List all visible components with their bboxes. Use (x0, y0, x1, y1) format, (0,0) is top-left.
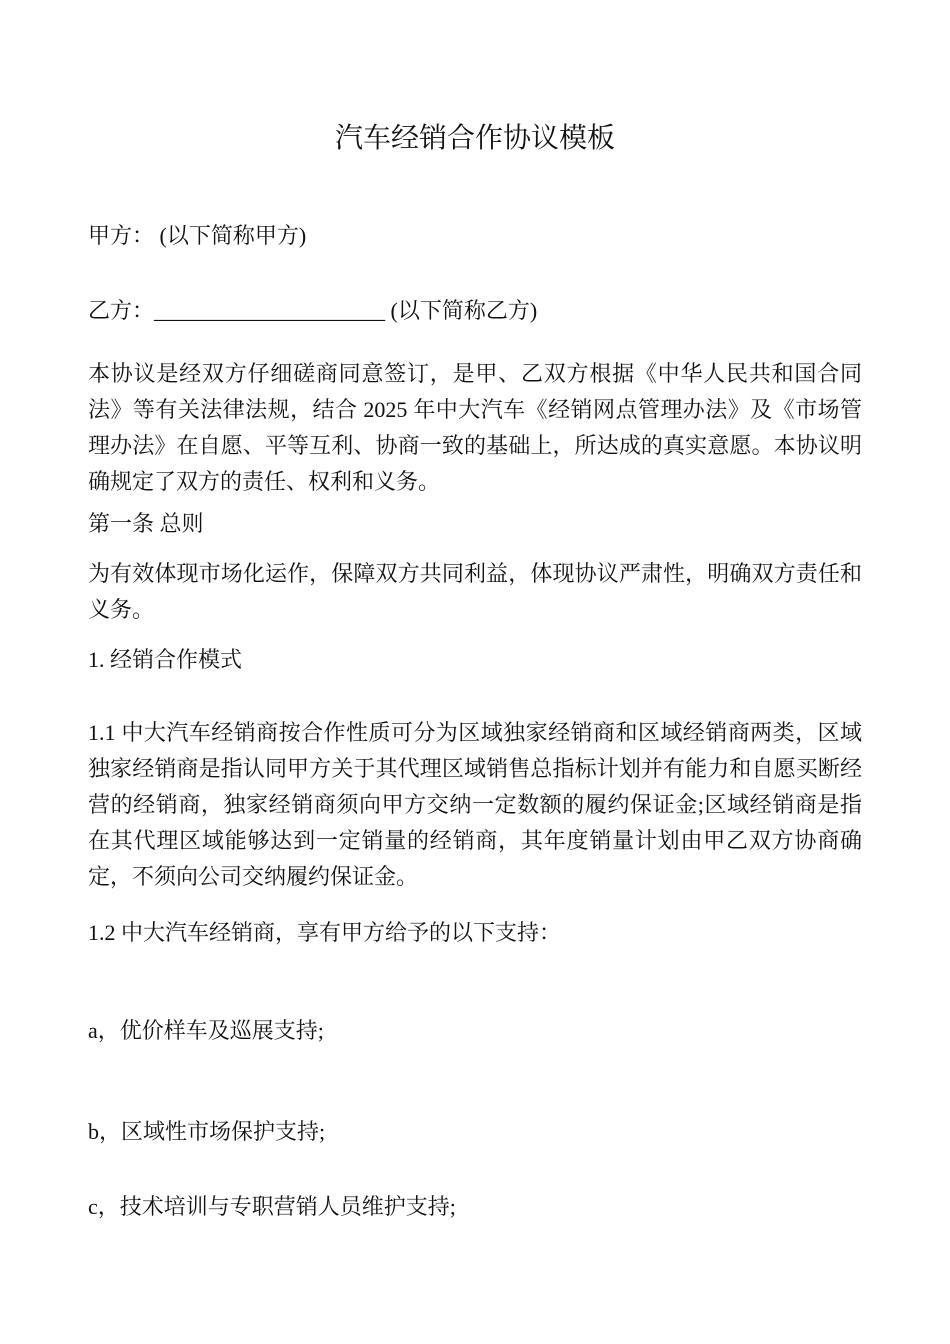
intro-paragraph: 本协议是经双方仔细磋商同意签订，是甲、乙双方根据《中华人民共和国合同法》等有关法律法规，结合 2025 年中大汽车《经销网点管理办法》及《市场管理办法》在自愿、平等互利、协商一致的基础上，所达成的真实意愿。本协议明确规定了双方的责任、权利和义务。 (88, 361, 862, 494)
article-1-body: 为有效体现市场化运作，保障双方共同利益，体现协议严肃性，明确双方责任和义务。 (88, 561, 862, 622)
section-1-heading: 1. 经销合作模式 (88, 647, 243, 672)
support-item-b: b，区域性市场保护支持; (88, 1119, 326, 1144)
party-b-line: 乙方：_____________________ (以下简称乙方) (88, 298, 538, 323)
section-1-1-paragraph: 1.1 中大汽车经销商按合作性质可分为区域独家经销商和区域经销商两类，区域独家经销商是指认同甲方关于其代理区域销售总指标计划并有能力和自愿买断经营的经销商，独家经销商须向甲方交纳一定数额的履约保证金;区域经销商是指在其代理区域能够达到一定销量的经销商，其年度销量计划由甲乙双方协商确定，不须向公司交纳履约保证金。 (88, 720, 862, 889)
article-1-heading: 第一条 总则 (88, 511, 204, 536)
section-1-2-paragraph: 1.2 中大汽车经销商，享有甲方给予的以下支持： (88, 920, 562, 945)
support-item-c: c，技术培训与专职营销人员维护支持; (88, 1194, 456, 1219)
support-item-a: a，优价样车及巡展支持; (88, 1018, 324, 1043)
document-title: 汽车经销合作协议模板 (334, 122, 615, 153)
party-a-line: 甲方： (以下简称甲方) (88, 223, 307, 248)
